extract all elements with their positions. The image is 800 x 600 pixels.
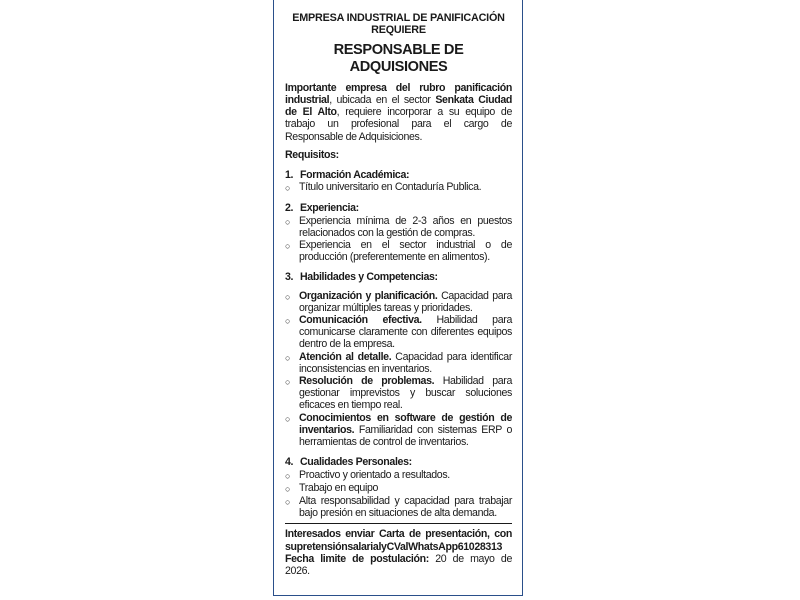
requirement-list [285,290,512,449]
contact-info: Interesados enviar Carta de presentación, con supretensiónsalarialyCValWhatsApp61028313 [285,528,512,553]
list-item-body: Familiaridad con sistemas ERP o herramientas de control de inventarios. [299,423,512,449]
section-title [285,169,512,181]
list-item-text [299,351,512,375]
circle-bullet-icon: ○ [285,216,291,227]
list-item-body: Habilidad para comunicarse claramente con diferentes equipos dentro de la empresa. [299,314,512,351]
list-item-text [299,215,512,239]
list-item-bold: Atención al detalle. [299,350,392,363]
divider [285,523,512,524]
list-item-body: Habilidad para gestionar imprevistos y buscar soluciones eficaces en tiempo real. [299,375,513,412]
list-item-text [299,239,512,263]
requirement-section [285,202,512,263]
section-title-text: Experiencia: [300,202,359,215]
section-number: 1. [285,169,294,182]
deadline-value: 20 de mayo de 2026. [285,552,512,577]
list-item [285,412,512,449]
list-item-text [299,181,512,194]
list-item-body: Trabajo en equipo [299,481,379,494]
list-item [285,482,512,495]
list-item [285,215,512,239]
list-item-bold: Resolución de problemas. [299,375,435,388]
requirements-sections [285,169,512,519]
list-item [285,469,512,482]
requirement-section [285,271,512,448]
requirement-section [285,169,512,194]
list-item-text [299,412,512,449]
list-item [285,375,512,412]
list-item-body: Proactivo y orientado a resultados. [299,468,450,481]
section-title-text: Habilidades y Competencias: [300,271,438,284]
header-line-2: REQUIERE [371,24,426,37]
intro-text-1: , ubicada en el sector [329,94,436,107]
list-item-bold: Conocimientos en software de gestión de inventarios. [299,411,512,436]
list-item-bold: Comunicación efectiva. [299,314,422,327]
list-item [285,290,512,314]
list-item-text [299,375,512,412]
deadline-label: Fecha limite de postulación: [285,552,429,565]
list-item-body: Capacidad para identificar inconsistencias en inventarios. [299,350,512,375]
circle-bullet-icon: ○ [285,291,291,302]
list-item [285,351,512,375]
circle-bullet-icon: ○ [285,413,291,424]
list-item-text [299,469,512,482]
section-title-text: Formación Académica: [300,169,410,182]
requirements-heading: Requisitos: [285,148,339,161]
deadline [285,553,512,577]
list-item-text [299,290,512,314]
list-item-body: Experiencia mínima de 2-3 años en puestos relacionados con la gestión de compras. [299,214,512,239]
section-title [285,202,512,214]
section-number: 3. [285,271,294,284]
circle-bullet-icon: ○ [285,377,291,388]
section-number: 2. [285,202,294,215]
requirement-list [285,469,512,520]
circle-bullet-icon: ○ [285,316,291,327]
list-item-text [299,495,512,519]
section-number: 4. [285,456,294,469]
section-title [285,271,512,283]
ad-header [285,12,512,37]
list-item [285,239,512,263]
circle-bullet-icon: ○ [285,496,291,507]
list-item-body: Alta responsabilidad y capacidad para trabajar bajo presión en situaciones de alta demanda. [299,494,512,520]
circle-bullet-icon: ○ [285,352,291,363]
intro-bold-2: Senkata Ciudad de El Alto [285,94,512,119]
list-item-body: Título universitario en Contaduría Publica. [299,181,482,194]
circle-bullet-icon: ○ [285,483,291,494]
section-title-text: Cualidades Personales: [300,456,412,469]
section-title [285,456,512,468]
list-item [285,495,512,519]
list-item [285,314,512,351]
requirement-list [285,215,512,264]
requirement-list [285,181,512,194]
list-item-bold: Organización y planificación. [299,289,438,302]
list-item-body: Capacidad para organizar múltiples tareas y prioridades. [299,289,512,314]
header-line-1: EMPRESA INDUSTRIAL DE PANIFICACIÓN [292,12,505,24]
circle-bullet-icon: ○ [285,241,291,252]
list-item [285,181,512,194]
list-item-text [299,482,512,495]
requirement-section [285,456,512,519]
intro-paragraph [285,82,512,143]
job-title: RESPONSABLE DE ADQUISIONES [333,41,464,75]
intro-text-2: , requiere incorporar a su equipo de trabajo un profesional para el cargo de Responsable de Adquisiciones. [285,106,512,143]
list-item-body: Experiencia en el sector industrial o de producción (preferentemente en alimentos). [299,239,512,264]
circle-bullet-icon: ○ [285,470,291,481]
job-ad [273,0,523,596]
list-item-text [299,314,512,351]
intro-bold-1: Importante empresa del rubro panificación industrial [285,81,512,107]
circle-bullet-icon: ○ [285,183,291,194]
